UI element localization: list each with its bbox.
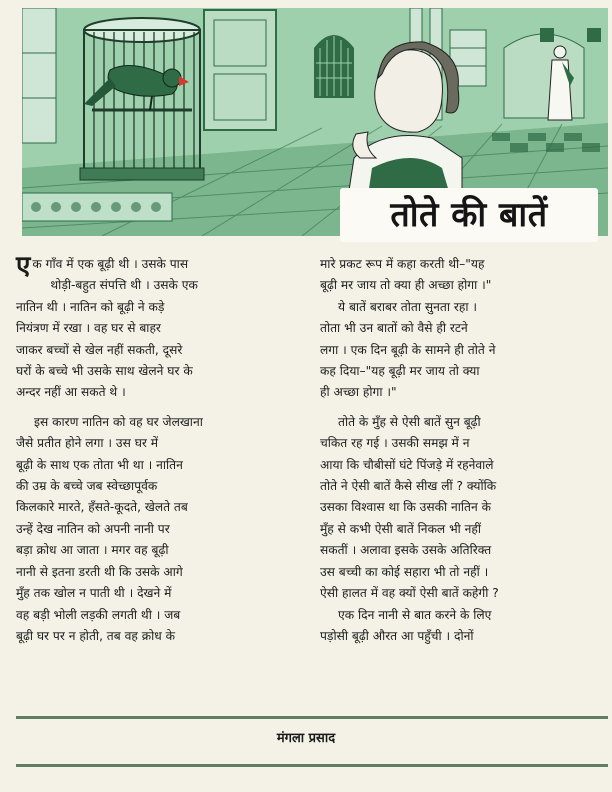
text-line: ऐसी हालत में वह क्यों ऐसी बातें कहेगी ?: [320, 586, 499, 601]
text-line: बूढ़ी मर जाय तो क्या ही अच्छा होगा ।": [320, 278, 492, 293]
text-line: आया कि चौबीसों घंटे पिंजड़े में रहनेवाले: [320, 457, 494, 472]
text-line: तोते ने ऐसी बातें कैसे सीख लीं ? क्योंकि: [320, 479, 497, 494]
paragraph-5: [320, 412, 612, 605]
footer-rule-bottom: [16, 764, 608, 767]
text-line: उसका विश्वास था कि उसकी नातिन के: [320, 500, 492, 515]
text-line: जाकर बच्चों से खेल नहीं सकती, दूसरे: [16, 342, 183, 357]
text-line: बूढ़ी के साथ एक तोता भी था । नातिन: [16, 457, 183, 472]
text-line: मारे प्रकट रूप में कहा करती थी–"यह: [320, 257, 485, 271]
text-line: उन्हें देख नातिन को अपनी नानी पर: [16, 521, 170, 536]
text-line: सकतीं । अलावा इसके उसके अतिरिक्त: [320, 543, 492, 558]
text-line: ही अच्छा होगा ।": [320, 385, 397, 400]
text-line: मुँह से कभी ऐसी बातें निकल भी नहीं: [320, 521, 482, 536]
text-line: पड़ोसी बूढ़ी औरत आ पहुँची । दोनों: [320, 628, 474, 643]
paragraph-1: [16, 251, 308, 404]
text-line: उस बच्ची का कोई सहारा भी तो नहीं ।: [320, 564, 489, 579]
paragraph-4: [320, 297, 612, 404]
footer-rule-top: [16, 716, 608, 719]
story-title: तोते की बातें: [390, 195, 548, 235]
right-column: [320, 254, 612, 647]
text-line: तोता भी उन बातों को वैसे ही रटने: [320, 321, 468, 336]
paragraph-6: [320, 605, 612, 648]
text-line: वह बड़ी भोली लड़की लगती थी । जब: [16, 607, 181, 622]
text-line: बड़ा क्रोध आ जाता । मगर वह बूढ़ी: [16, 543, 169, 558]
text-line: इस कारण नातिन को वह घर जेलखाना: [34, 414, 203, 429]
paragraph-2: [16, 412, 308, 647]
text-line: घरों के बच्चे भी उसके साथ खेलने घर के: [16, 364, 193, 379]
text-line: एक दिन नानी से बात करने के लिए: [338, 607, 492, 622]
paragraph-3: [320, 254, 612, 297]
text-line: जैसे प्रतीत होने लगा । उस घर में: [16, 436, 159, 451]
text-line: की उम्र के बच्चे जब स्वेच्छापूर्वक: [16, 479, 158, 494]
text-line: मुँह तक खोल न पाती थी । देखने में: [16, 586, 172, 601]
text-line: थोड़ी-बहुत संपत्ति थी । उसके एक: [50, 278, 198, 293]
text-line: किलकारे मारते, हँसते-कूदते, खेलते तब: [16, 500, 188, 515]
text-line: नातिन थी । नातिन को बूढ़ी ने कड़े: [16, 299, 165, 314]
text-line: क गाँव में एक बूढ़ी थी । उसके पास: [32, 257, 189, 271]
drop-cap: ए: [16, 251, 31, 281]
title-box: [340, 188, 598, 242]
text-line: नियंत्रण में रखा । वह घर से बाहर: [16, 321, 161, 336]
text-line: नानी से इतना डरती थी कि उसके आगे: [16, 564, 183, 579]
text-line: चकित रह गई । उसकी समझ में न: [320, 436, 470, 451]
text-line: बूढ़ी घर पर न होती, तब वह क्रोध के: [16, 628, 175, 643]
left-column: [16, 251, 308, 647]
text-line: कह दिया–"यह बूढ़ी मर जाय तो क्या: [320, 364, 480, 379]
text-line: लगा । एक दिन बूढ़ी के सामने ही तोते ने: [320, 342, 496, 357]
author-name: मंगला प्रसाद: [276, 731, 336, 746]
text-line: तोते के मुँह से ऐसी बातें सुन बूढ़ी: [338, 414, 481, 429]
text-line: अन्दर नहीं आ सकते थे ।: [16, 385, 126, 400]
text-line: ये बातें बराबर तोता सुनता रहा ।: [338, 299, 477, 314]
